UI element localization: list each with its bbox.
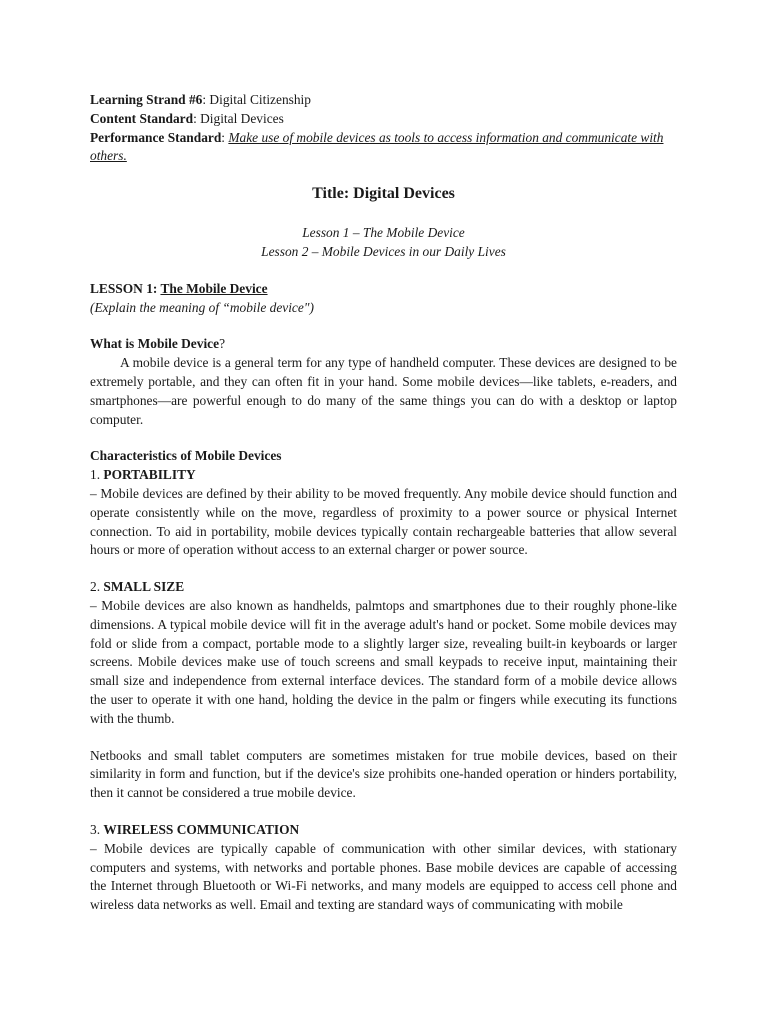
characteristic-1-body: – Mobile devices are defined by their ability to be moved frequently. Any mobile device should function and operate consistently while on the move, regardless of proximity to a power source or physical Internet connection. To aid in portability, mobile devices typically contain rechargeable batteries that allow several hours or more of operation without access to an external charger or power source. bbox=[90, 485, 677, 558]
content-standard-label: Content Standard bbox=[90, 110, 194, 126]
page-title: Title: Digital Devices bbox=[312, 185, 455, 203]
characteristic-1-heading bbox=[90, 466, 677, 485]
characteristic-3-body: – Mobile devices are typically capable of communication with other similar devices, with stationary computers and systems, with networks and portable phones. Base mobile devices are capable of accessing the Internet through Bluetooth or Wi-Fi networks, and many models are equipped to access cell phone and wireless data networks as well. Email and texting are standard ways of communicating with mobile bbox=[90, 840, 677, 913]
characteristic-1-name: PORTABILITY bbox=[103, 467, 196, 483]
lesson1-label: LESSON 1: bbox=[90, 280, 161, 296]
performance-standard-line bbox=[90, 129, 677, 167]
characteristic-2-body: – Mobile devices are also known as handhelds, palmtops and smartphones due to their roughly phone-like dimensions. A typical mobile device will fit in the average adult's hand or pocket. Some mobile devices may fold or slide from a compact, portable mode to a slightly larger size, revealing built-in keyboards or larger screens. Mobile devices make use of touch screens and small keypads to receive input, maintaining their small size and independence from external interface devices. The standard form of a mobile device allows the user to operate it with one hand, holding the device in the palm or fingers while executing its functions with the thumb. bbox=[90, 597, 677, 726]
characteristic-3-name: WIRELESS COMMUNICATION bbox=[103, 821, 300, 837]
lesson1-note: (Explain the meaning of “mobile device") bbox=[90, 299, 314, 315]
what-is-heading bbox=[90, 335, 677, 354]
what-is-heading-text: What is Mobile Device bbox=[90, 336, 220, 352]
content-standard-value: : Digital Devices bbox=[193, 110, 284, 126]
characteristic-2-name: SMALL SIZE bbox=[103, 579, 185, 595]
learning-strand-value: : Digital Citizenship bbox=[202, 92, 311, 107]
learning-strand-label: Learning Strand #6 bbox=[90, 92, 203, 107]
lesson1-name: The Mobile Device bbox=[160, 280, 268, 296]
performance-standard-sep: : bbox=[221, 129, 229, 145]
characteristic-3-heading bbox=[90, 821, 677, 840]
learning-strand-line bbox=[90, 91, 677, 110]
performance-standard-label: Performance Standard bbox=[90, 129, 222, 145]
characteristic-2-number: 2. bbox=[90, 579, 104, 595]
characteristics-heading: Characteristics of Mobile Devices bbox=[90, 448, 282, 464]
performance-standard-value: Make use of mobile devices as tools to access information and communicate with others. bbox=[90, 129, 664, 164]
content-standard-line bbox=[90, 110, 677, 129]
characteristic-2-extra: Netbooks and small tablet computers are sometimes mistaken for true mobile devices, based on their similarity in form and function, but if the device's size prohibits one-handed operation or hinders portability, then it cannot be considered a true mobile device. bbox=[90, 747, 677, 801]
lesson-list-item: Lesson 1 – The Mobile Device bbox=[302, 225, 465, 241]
document-page bbox=[90, 91, 677, 915]
characteristic-2-heading bbox=[90, 578, 677, 597]
what-is-heading-suffix: ? bbox=[219, 336, 226, 352]
lesson1-heading bbox=[90, 280, 677, 299]
characteristic-1-number: 1. bbox=[90, 467, 104, 483]
what-is-body: A mobile device is a general term for any type of handheld computer. These devices are designed to be extremely portable, and they can often fit in your hand. Some mobile devices—like tablets, e-readers, and smartphones—are powerful enough to do many of the same things you can do with a desktop or laptop computer. bbox=[90, 355, 677, 427]
lesson-list bbox=[90, 224, 677, 262]
characteristic-3-number: 3. bbox=[90, 821, 104, 837]
lesson-list-item: Lesson 2 – Mobile Devices in our Daily Lives bbox=[261, 243, 506, 259]
